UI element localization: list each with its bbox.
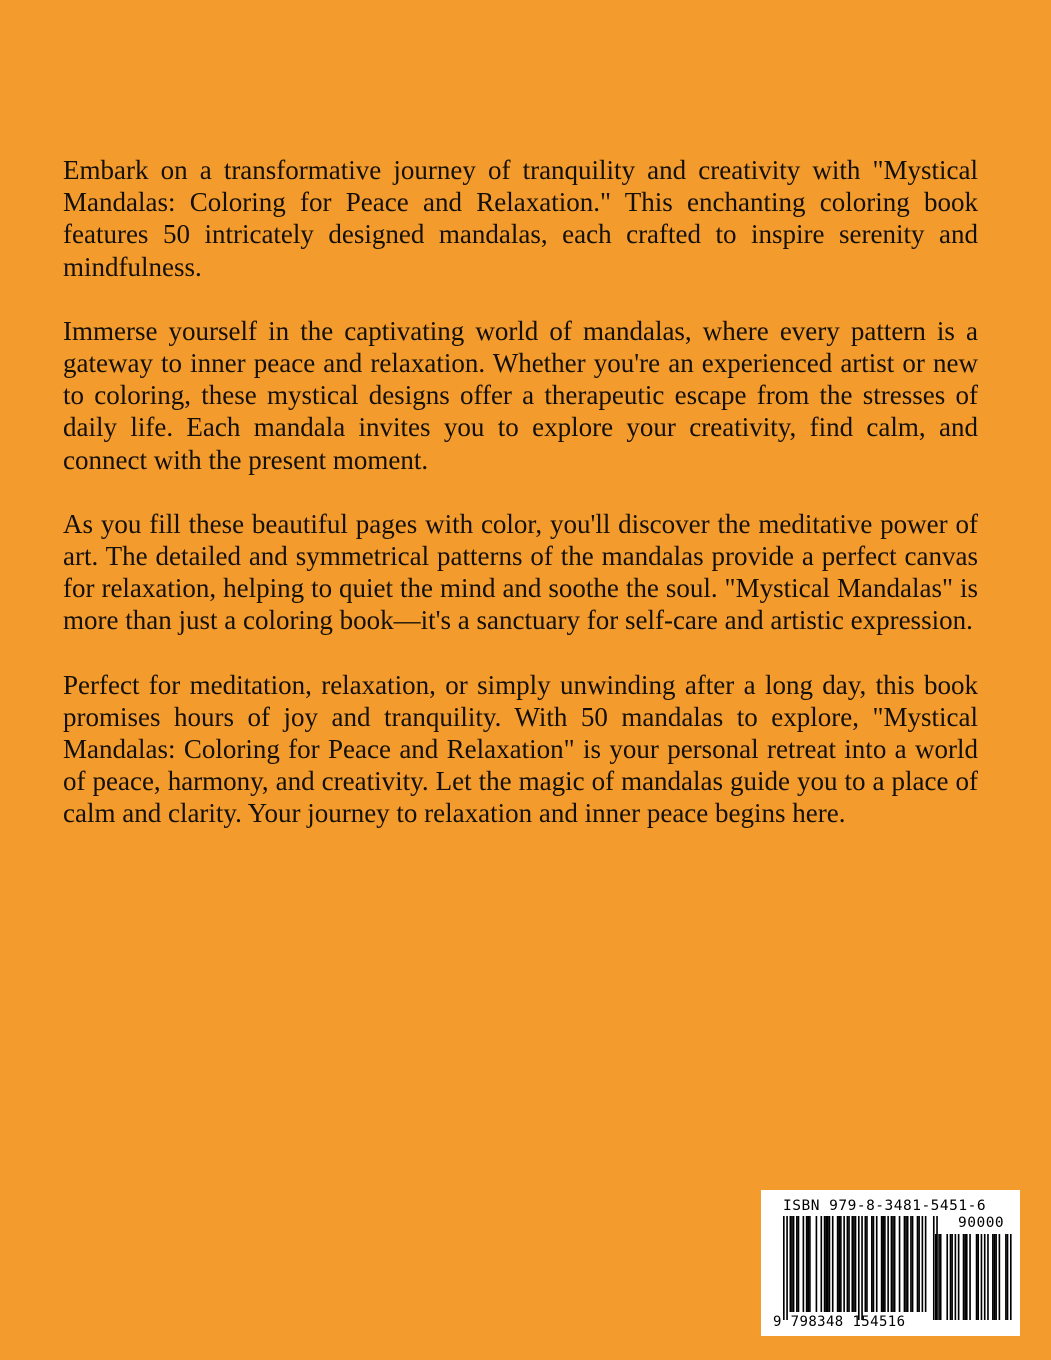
ean-digits: 9 798348 154516 [773, 1314, 906, 1330]
barcode-bar [809, 1216, 811, 1312]
barcode-bar [790, 1216, 792, 1312]
barcode-bar [910, 1216, 912, 1312]
barcode-bar [855, 1216, 857, 1312]
barcode-bar [884, 1216, 886, 1312]
barcode-bar [840, 1216, 842, 1312]
barcode-bar [907, 1216, 909, 1312]
barcode-bar [843, 1216, 845, 1312]
barcode-bar [829, 1216, 831, 1312]
barcode-bar [933, 1216, 935, 1320]
barcode-bar [838, 1216, 840, 1312]
barcode-bar [966, 1234, 968, 1320]
barcode-bar [806, 1216, 808, 1312]
barcode-bar [977, 1234, 979, 1320]
barcode-bar [887, 1216, 889, 1312]
barcode-bar [976, 1234, 978, 1320]
barcode-bar [1005, 1234, 1007, 1320]
barcode-bar [793, 1216, 795, 1312]
barcode-bar [918, 1216, 920, 1312]
barcode-bar [1010, 1234, 1012, 1320]
barcode-bar [892, 1216, 894, 1312]
barcode-bar [848, 1216, 850, 1312]
barcode-bar [963, 1234, 965, 1320]
barcode-bar [922, 1216, 924, 1312]
barcode-bar [938, 1234, 940, 1320]
barcode-bar [995, 1234, 997, 1320]
barcode-bar [987, 1234, 989, 1320]
barcode-bar [853, 1216, 855, 1312]
barcode-bar [873, 1216, 875, 1312]
barcode-bar [881, 1216, 883, 1312]
book-description [63, 154, 978, 862]
barcode-bar [999, 1234, 1001, 1320]
barcode-bar [955, 1234, 957, 1320]
barcode-bar [984, 1234, 986, 1320]
barcode-bar [935, 1234, 937, 1320]
barcode-bar [866, 1216, 868, 1312]
barcode-bar [894, 1216, 896, 1312]
barcode-bar [803, 1216, 805, 1312]
barcode-bar [882, 1216, 884, 1312]
barcode-bar [871, 1216, 873, 1312]
barcode-bar [791, 1216, 793, 1312]
barcode-bar [969, 1234, 971, 1320]
description-paragraph-4: Perfect for meditation, relaxation, or simply unwinding after a long day, this book promises hours of joy and tranquility. With 50 mandalas to explore, "Mystical Mandalas: Coloring for Peace and Relaxation" is your personal retreat into a world of peace, harmony, and creativity. Let the magic of mandalas guide you to a place of calm and clarity. Your journey to relaxation and inner peace begins here. [63, 669, 978, 829]
description-paragraph-1: Embark on a transformative journey of tranquility and creativity with "Mystical Mandalas: Coloring for Peace and Relaxation." This enchanting coloring book features 50 intricately designed mandalas, each crafted to inspire serenity and mindfulness. [63, 155, 978, 282]
barcode-bar [940, 1234, 942, 1320]
barcode-bar [847, 1216, 849, 1312]
barcode-bar [807, 1216, 809, 1312]
barcode-bar [950, 1234, 952, 1320]
barcode-bar [816, 1216, 818, 1312]
barcode-bar [796, 1216, 798, 1312]
barcode-bar [851, 1216, 853, 1312]
barcode-bar [825, 1216, 827, 1312]
barcode-bar [786, 1216, 788, 1320]
isbn-barcode-box [761, 1190, 1020, 1336]
barcode-bar [899, 1216, 901, 1312]
description-paragraph-3: As you fill these beautiful pages with color, you'll discover the meditative power of art. The detailed and symmetrical patterns of the mandalas provide a perfect canvas for relaxation, helping to quiet the mind and soothe the soul. "Mystical Mandalas" is more than just a coloring book—it's a sanctuary for self-care and artistic expression. [63, 508, 978, 636]
barcode-bar [798, 1216, 800, 1312]
barcode-bar [820, 1216, 822, 1312]
barcode-bar [981, 1234, 983, 1320]
barcode-bar [837, 1216, 839, 1312]
barcode-bar [917, 1216, 919, 1312]
barcode-bar [783, 1216, 785, 1320]
barcode-bar [861, 1216, 863, 1320]
barcode-bar [992, 1234, 994, 1320]
barcode-bar [1007, 1234, 1009, 1320]
barcode-bar [865, 1216, 867, 1312]
barcode-bar [904, 1216, 906, 1312]
barcode-bar [827, 1216, 829, 1312]
barcode-bar [951, 1234, 953, 1320]
barcode-bar [832, 1216, 834, 1312]
barcode-bar [858, 1216, 860, 1320]
price-addon-code: 90000 [958, 1215, 1005, 1231]
barcode-bar [994, 1234, 996, 1320]
barcode-bar [925, 1216, 927, 1312]
barcode-bar [964, 1234, 966, 1320]
barcode-bar [946, 1234, 948, 1320]
barcode-bar [905, 1216, 907, 1312]
barcode-bar [958, 1234, 960, 1320]
barcode-bar [876, 1216, 878, 1312]
barcode-bar [912, 1216, 914, 1312]
barcode-bar [824, 1216, 826, 1312]
barcode-bar [891, 1216, 893, 1312]
description-paragraph-2: Immerse yourself in the captivating world of mandalas, where every pattern is a gateway to inner peace and relaxation. Whether you're an experienced artist or new to coloring, these mystical designs offer a therapeutic escape from the stresses of daily life. Each mandala invites you to explore your creativity, find calm, and connect with the present moment. [63, 315, 978, 475]
isbn-label: ISBN 979-8-3481-5451-6 [783, 1198, 987, 1214]
